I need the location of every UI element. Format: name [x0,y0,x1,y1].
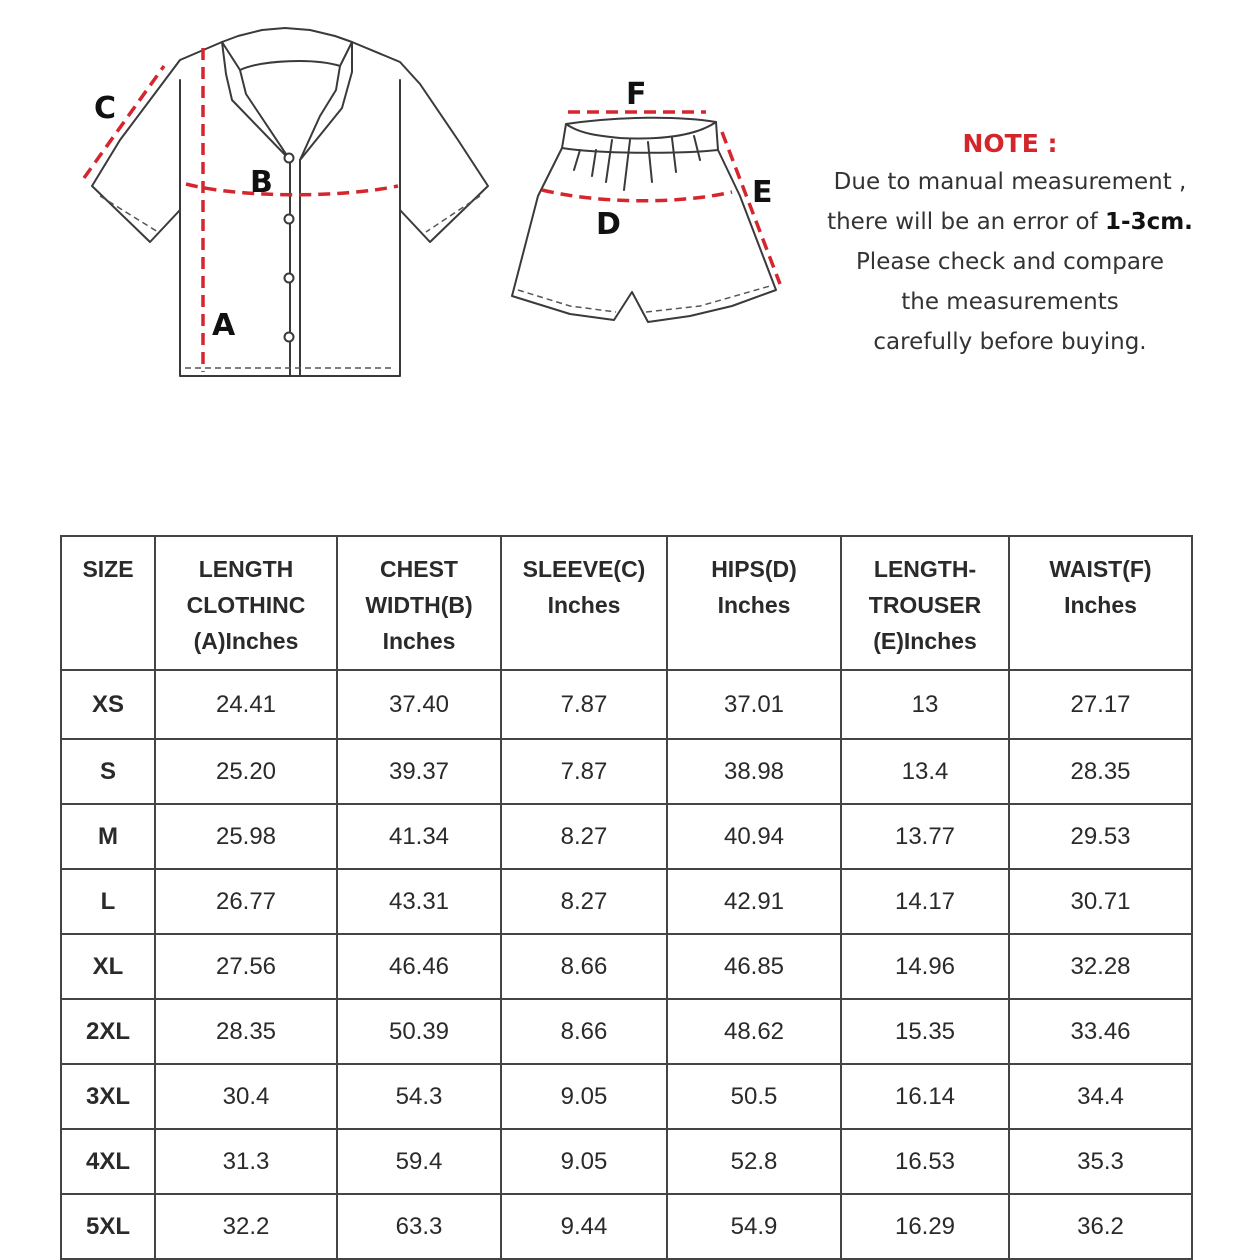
measurement-cell: 34.4 [1009,1064,1192,1129]
measurement-cell: 32.28 [1009,934,1192,999]
column-header-line: SIZE [82,556,134,582]
shirt-button [285,215,294,224]
measurement-cell: 46.85 [667,934,841,999]
size-chart-table [60,535,1193,1260]
measurement-cell: 13 [841,670,1009,739]
column-header-line: (E)Inches [873,628,977,654]
column-header [1009,536,1192,670]
measurement-cell: 50.5 [667,1064,841,1129]
measurement-cell: 16.14 [841,1064,1009,1129]
measurement-cell: 9.05 [501,1064,667,1129]
measurement-cell: 59.4 [337,1129,501,1194]
table-row [61,869,1192,934]
measurement-cell: 16.53 [841,1129,1009,1194]
column-header-line: WAIST(F) [1049,556,1152,582]
measurement-cell: 50.39 [337,999,501,1064]
column-header-line: Inches [547,592,621,618]
table-row [61,1064,1192,1129]
measurement-cell: 25.98 [155,804,337,869]
measurement-cell: 13.4 [841,739,1009,804]
measurement-cell: 39.37 [337,739,501,804]
label-e: E [752,175,773,210]
measurement-cell: 26.77 [155,869,337,934]
measurement-cell: 14.96 [841,934,1009,999]
shirt-button [285,274,294,283]
measurement-cell: 48.62 [667,999,841,1064]
size-cell: XL [61,934,155,999]
measurement-cell: 7.87 [501,670,667,739]
measurement-cell: 9.44 [501,1194,667,1259]
table-row [61,1194,1192,1259]
measurement-cell: 54.9 [667,1194,841,1259]
size-cell: 5XL [61,1194,155,1259]
column-header-line: WIDTH(B) [365,592,473,618]
shirt-button [285,333,294,342]
column-header-line: Inches [382,628,456,654]
measurement-cell: 32.2 [155,1194,337,1259]
measurement-cell: 37.01 [667,670,841,739]
measurement-cell: 29.53 [1009,804,1192,869]
measurement-cell: 15.35 [841,999,1009,1064]
measurement-cell: 28.35 [155,999,337,1064]
measurement-cell: 35.3 [1009,1129,1192,1194]
measurement-cell: 25.20 [155,739,337,804]
measurement-cell: 41.34 [337,804,501,869]
note-line-2 [810,202,1210,242]
measurement-cell: 7.87 [501,739,667,804]
note-line-5: carefully before buying. [873,329,1147,355]
shorts-drawing [512,77,780,322]
column-header-line: CLOTHINC [186,592,306,618]
table-row [61,739,1192,804]
measurement-cell: 33.46 [1009,999,1192,1064]
measurement-cell: 37.40 [337,670,501,739]
note-line-1: Due to manual measurement , [833,169,1187,195]
table-row [61,999,1192,1064]
label-c: C [94,91,117,126]
measurement-cell: 9.05 [501,1129,667,1194]
size-cell: XS [61,670,155,739]
measurement-cell: 63.3 [337,1194,501,1259]
note-title: NOTE : [962,129,1058,158]
note-line-2-prefix: there will be an error of [827,209,1106,235]
column-header [841,536,1009,670]
size-cell: S [61,739,155,804]
column-header-line: TROUSER [868,592,982,618]
measurement-cell: 8.27 [501,804,667,869]
column-header-line: LENGTH- [873,556,977,582]
size-cell: 3XL [61,1064,155,1129]
column-header-line: CHEST [380,556,458,582]
shirt-button [285,154,294,163]
label-b: B [250,165,273,200]
label-a: A [212,308,236,343]
column-header-line: SLEEVE(C) [522,556,646,582]
column-header [337,536,501,670]
measure-line-b [186,184,398,195]
size-cell: 4XL [61,1129,155,1194]
table-row [61,670,1192,739]
measurement-cell: 27.56 [155,934,337,999]
measurement-cell: 24.41 [155,670,337,739]
column-header-line: Inches [717,592,791,618]
measurement-cell: 30.71 [1009,869,1192,934]
note-line-3: Please check and compare [855,249,1165,275]
column-header [667,536,841,670]
label-d: D [596,207,621,242]
table-row [61,934,1192,999]
note-error-range: 1-3cm. [1105,209,1193,235]
measurement-cell: 30.4 [155,1064,337,1129]
measure-line-d [542,190,732,201]
shirt-drawing [84,28,488,376]
column-header [501,536,667,670]
measurement-cell: 8.66 [501,999,667,1064]
column-header-line: Inches [1064,592,1137,618]
measurement-cell: 31.3 [155,1129,337,1194]
measurement-cell: 46.46 [337,934,501,999]
measurement-cell: 42.91 [667,869,841,934]
measurement-cell: 52.8 [667,1129,841,1194]
note-line-4: the measurements [901,289,1119,315]
measurement-note [810,126,1210,362]
column-header-line: (A)Inches [193,628,299,654]
measurement-cell: 54.3 [337,1064,501,1129]
measurement-cell: 16.29 [841,1194,1009,1259]
label-f: F [626,77,647,112]
measurement-cell: 13.77 [841,804,1009,869]
table-header-row [61,536,1192,670]
table-row [61,1129,1192,1194]
column-header-line: LENGTH [198,556,294,582]
measurement-cell: 8.66 [501,934,667,999]
column-header [155,536,337,670]
measurement-cell: 40.94 [667,804,841,869]
column-header [61,536,155,670]
column-header-line: HIPS(D) [711,556,797,582]
measurement-cell: 28.35 [1009,739,1192,804]
size-cell: 2XL [61,999,155,1064]
measurement-cell: 8.27 [501,869,667,934]
table-row [61,804,1192,869]
measurement-cell: 43.31 [337,869,501,934]
measurement-cell: 38.98 [667,739,841,804]
measurement-cell: 14.17 [841,869,1009,934]
measurement-cell: 27.17 [1009,670,1192,739]
size-cell: L [61,869,155,934]
size-cell: M [61,804,155,869]
measurement-cell: 36.2 [1009,1194,1192,1259]
